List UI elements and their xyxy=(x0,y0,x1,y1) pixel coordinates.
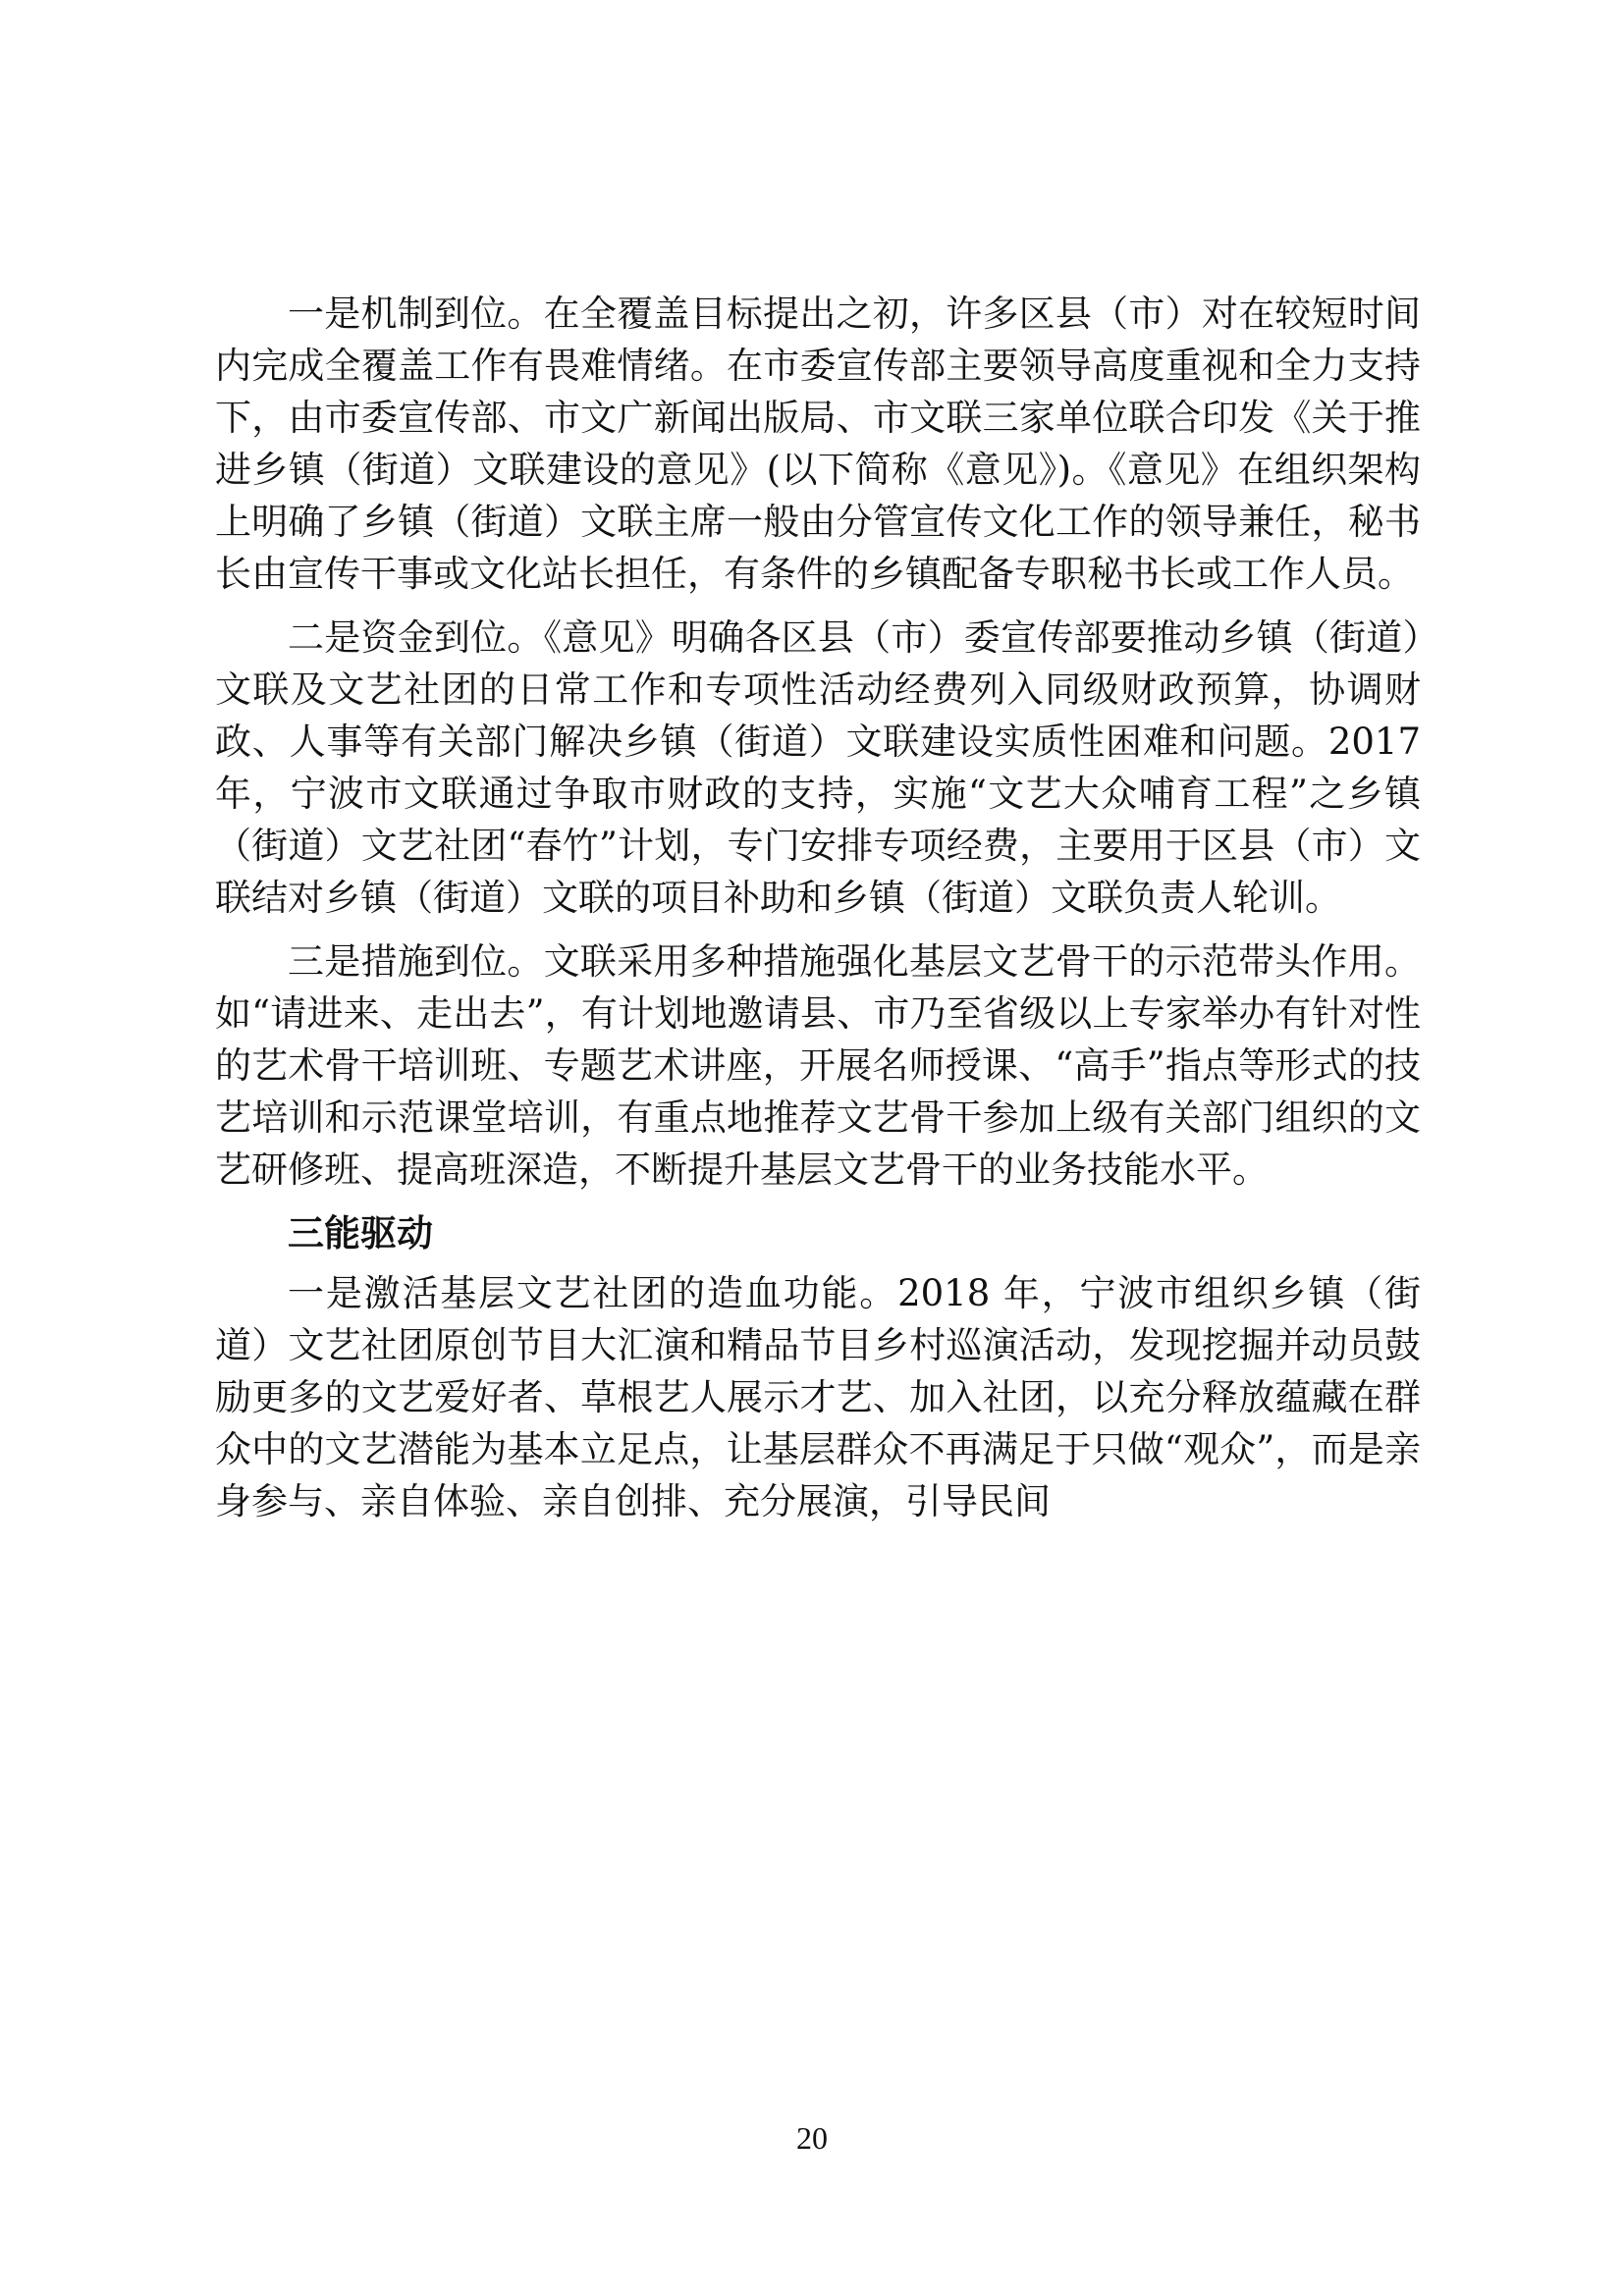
paragraph-measures: 三是措施到位。文联采用多种措施强化基层文艺骨干的示范带头作用。如“请进来、走出去”，有计划地邀请县、市乃至省级以上专家举办有针对性的艺术骨干培训班、专题艺术讲座，开展名师授课、“高手”指点等形式的技艺培训和示范课堂培训，有重点地推荐文艺骨干参加上级有关部门组织的文艺研修班、提高班深造，不断提升基层文艺骨干的业务技能水平。 xyxy=(215,940,1421,1191)
paragraph-funding: 二是资金到位。《意见》明确各区县（市）委宣传部要推动乡镇（街道）文联及文艺社团的日常工作和专项性活动经费列入同级财政预算，协调财政、人事等有关部门解决乡镇（街道）文联建设实质性困难和问题。2017 年，宁波市文联通过争取市财政的支持，实施“文艺大众哺育工程”之乡镇（街道）文艺社团“春竹”计划，专门安排专项经费，主要用于区县（市）文联结对乡镇（街道）文联的项目补助和乡镇（街道）文联负责人轮训。 xyxy=(215,616,1421,919)
page-number: 20 xyxy=(796,2120,828,2156)
section-heading: 三能驱动 xyxy=(288,1212,433,1255)
paragraph-activate-societies: 一是激活基层文艺社团的造血功能。2018 年，宁波市组织乡镇（街道）文艺社团原创节目大汇演和精品节目乡村巡演活动，发现挖掘并动员鼓励更多的文艺爱好者、草根艺人展示才艺、加入社团，以充分释放蕴藏在群众中的文艺潜能为基本立足点，让基层群众不再满足于只做“观众”，而是亲身参与、亲自体验、亲自创排、充分展演，引导民间 xyxy=(215,1272,1421,1522)
document-body xyxy=(215,288,1421,1539)
paragraph-mechanism: 一是机制到位。在全覆盖目标提出之初，许多区县（市）对在较短时间内完成全覆盖工作有畏难情绪。在市委宣传部主要领导高度重视和全力支持下，由市委宣传部、市文广新闻出版局、市文联三家单位联合印发《关于推进乡镇（街道）文联建设的意见》(以下简称《意见》)。《意见》在组织架构上明确了乡镇（街道）文联主席一般由分管宣传文化工作的领导兼任，秘书长由宣传干事或文化站长担任，有条件的乡镇配备专职秘书长或工作人员。 xyxy=(215,293,1421,595)
